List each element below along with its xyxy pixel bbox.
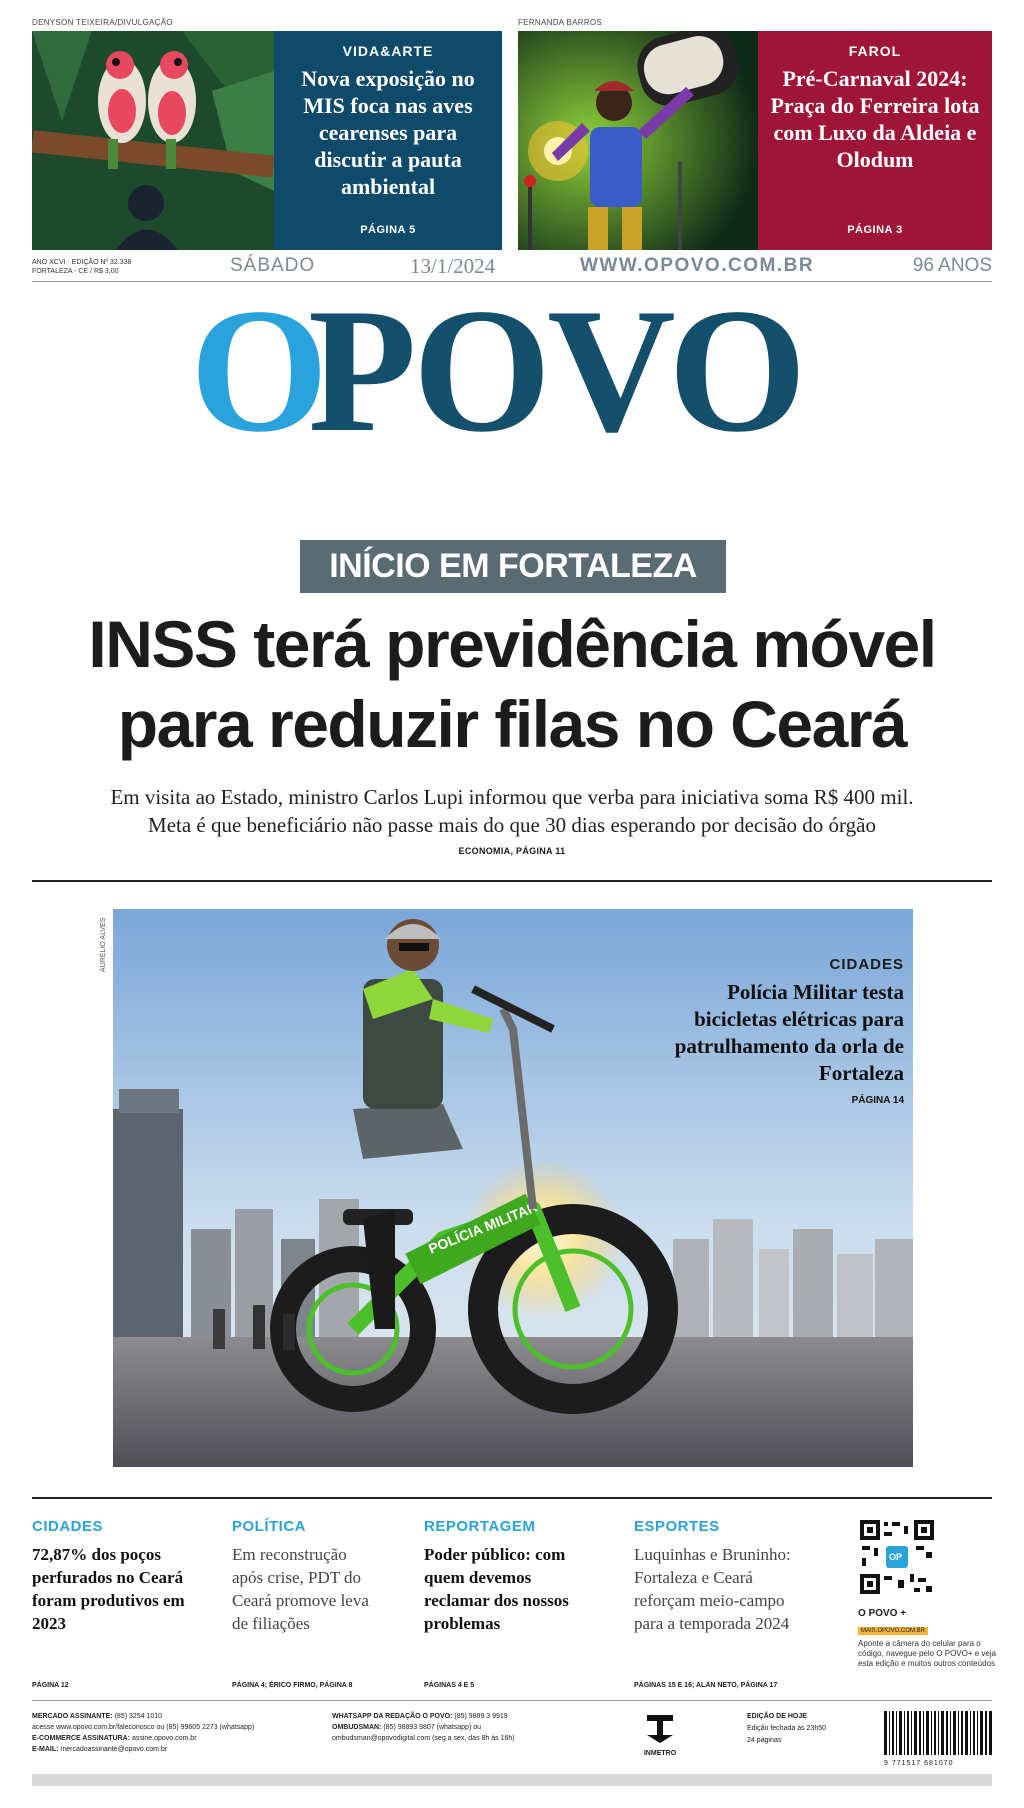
inmetro-label: INMETRO	[643, 1750, 677, 1757]
photo-headline[interactable]: Polícia Militar testa bicicletas elétricas para patrulhamento da orla de Fortaleza	[674, 980, 904, 1085]
promo-title: O POVO +	[858, 1608, 907, 1619]
section-kicker: CIDADES	[32, 1518, 104, 1535]
footer-line: WHATSAPP DA REDAÇÃO O POVO: (85) 9889 3 9919	[332, 1713, 508, 1720]
barcode-icon	[884, 1711, 992, 1755]
photo-caption[interactable]	[644, 956, 904, 1106]
page-reference: PÁGINA 5	[360, 224, 416, 236]
photo-credit: DENYSON TEIXEIRA/DIVULGAÇÃO	[32, 18, 173, 27]
inmetro-icon	[645, 1713, 675, 1743]
main-deck	[40, 783, 984, 839]
footer-line: E-MAIL: mercadoassinante@opovo.com.br	[32, 1746, 168, 1753]
edition-price: FORTALEZA - CE / R$ 3,00	[32, 268, 119, 275]
section-kicker: VIDA&ARTE	[342, 43, 434, 59]
teaser-headline[interactable]: Poder público: com quem devemos reclamar dos nossos problemas	[424, 1545, 569, 1633]
page-reference: PÁGINA 14	[851, 1095, 904, 1106]
qr-code[interactable]	[858, 1518, 936, 1596]
photo-credit: FERNANDA BARROS	[518, 18, 603, 27]
weekday: SÁBADO	[230, 255, 316, 276]
edition-closing: Edição fechada às 23h50	[747, 1725, 827, 1732]
edition-info	[32, 258, 131, 276]
birds-illustration-image[interactable]	[32, 31, 274, 250]
edition-pages: 24 páginas	[747, 1737, 782, 1744]
deck-line: Meta é que beneficiário não passe mais do que 30 dias esperando por decisão do órgão	[148, 813, 876, 837]
barcode-digits: 9 771517 681070	[884, 1760, 954, 1767]
teaser-politica[interactable]	[232, 1518, 382, 1689]
teaser-headline[interactable]: 72,87% dos poços perfurados no Ceará foram produtivos em 2023	[32, 1545, 185, 1633]
issue-date: 13/1/2024	[410, 254, 496, 278]
section-kicker: CIDADES	[829, 956, 904, 973]
teaser-headline[interactable]: Nova exposição no MIS foca nas aves cearenses para discutir a pauta ambiental	[301, 66, 475, 199]
page-reference: PÁGINA 3	[847, 224, 903, 236]
edition-number: ANO XCVI · EDIÇÃO Nº 32.338	[32, 259, 132, 266]
logo-wordmark: POVO	[308, 271, 803, 469]
teaser-headline[interactable]: Pré-Carnaval 2024: Praça do Ferreira lota com Luxo da Aldeia e Olodum	[770, 66, 980, 172]
bottom-teasers	[32, 1508, 997, 1689]
page-reference: PÁGINAS 15 E 16; ALAN NETO, PÁGINA 17	[634, 1682, 778, 1689]
page-reference: PÁGINA 4; ÉRICO FIRMO, PÁGINA 8	[232, 1682, 353, 1689]
barcode	[884, 1711, 992, 1767]
opovo-plus-promo[interactable]	[858, 1608, 998, 1669]
masthead-logo[interactable]	[190, 271, 840, 469]
page-reference: PÁGINAS 4 E 5	[424, 1682, 475, 1689]
inmetro-seal	[632, 1713, 688, 1757]
bike-frame-label: POLÍCIA MILITAR	[426, 1198, 540, 1257]
photo-credit: AURÉLIO ALVES	[100, 917, 107, 972]
footer-line: acesse www.opovo.com.br/faleconosco ou (85) 99605 2273 (whatsapp)	[32, 1724, 255, 1731]
section-kicker: REPORTAGEM	[424, 1518, 536, 1535]
footer-line: OMBUDSMAN: (85) 98893 9807 (whatsapp) ou	[332, 1724, 482, 1731]
edition-title: EDIÇÃO DE HOJE	[747, 1713, 807, 1720]
divider	[32, 880, 992, 882]
teaser-esportes[interactable]	[634, 1518, 804, 1689]
main-headline[interactable]	[24, 604, 1000, 764]
footer	[32, 1700, 992, 1784]
divider	[32, 1497, 992, 1499]
newsroom-contacts	[332, 1711, 582, 1744]
section-kicker: ESPORTES	[634, 1518, 720, 1535]
logo-letter-o: O	[190, 271, 325, 469]
page-reference: PÁGINA 12	[32, 1682, 69, 1689]
teaser-reportagem[interactable]	[424, 1518, 594, 1689]
teaser-vida-arte[interactable]	[274, 31, 502, 250]
top-teasers	[32, 18, 992, 250]
deck-line: Em visita ao Estado, ministro Carlos Lupi informou que verba para iniciativa soma R$ 400 mil.	[110, 785, 914, 809]
teaser-headline[interactable]: Em reconstrução após crise, PDT do Ceará promove leva de filiações	[232, 1545, 369, 1633]
carnival-performer-image[interactable]	[518, 31, 758, 250]
bottom-bar	[32, 1774, 992, 1786]
footer-line: ombudsman@opovodigital.com (seg a sex, das 8h às 16h)	[332, 1735, 515, 1742]
promo-description: Aponte a câmera do celular para o código, navegue pelo O POVO+ e veja esta edição e muitos outros conteúdos	[858, 1639, 997, 1668]
anniversary-years: 96 ANOS	[912, 255, 992, 276]
edition-info-footer	[747, 1711, 826, 1747]
headline-line: para reduzir filas no Ceará	[117, 687, 907, 761]
website-link[interactable]: WWW.OPOVO.COM.BR	[580, 255, 815, 276]
footer-line: MERCADO ASSINANTE: (85) 3254 1010	[32, 1713, 163, 1720]
teaser-cidades[interactable]	[32, 1518, 202, 1689]
qr-center-label: OP	[889, 1552, 903, 1562]
subscriber-contacts	[32, 1711, 332, 1755]
teaser-farol[interactable]	[758, 31, 992, 250]
section-kicker: FAROL	[848, 43, 902, 59]
main-page-reference: ECONOMIA, PÁGINA 11	[458, 846, 566, 856]
footer-line: E-COMMERCE ASSINATURA: assine.opovo.com.br	[32, 1735, 197, 1742]
promo-url-badge[interactable]: MAIS.OPOVO.COM.BR	[858, 1627, 928, 1635]
section-kicker: POLÍTICA	[232, 1518, 306, 1535]
teaser-headline[interactable]: Luquinhas e Bruninho: Fortaleza e Ceará reforçam meio-campo para a temporada 2024	[634, 1545, 791, 1633]
headline-line: INSS terá previdência móvel	[88, 607, 936, 681]
main-story-tag: INÍCIO EM FORTALEZA	[300, 540, 726, 593]
